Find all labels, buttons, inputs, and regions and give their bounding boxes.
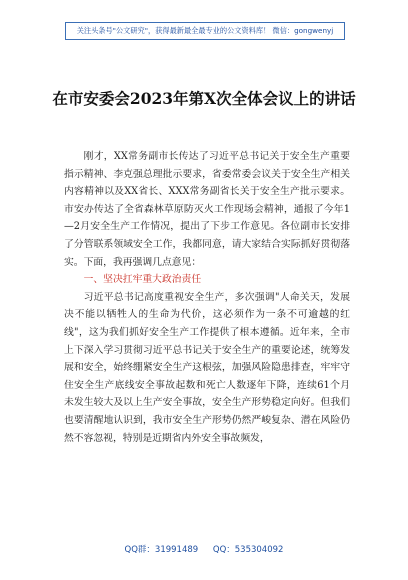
document-title: 在市安委会2023年第X次全体会议上的讲话 <box>52 89 356 108</box>
intro-paragraph: 刚才，XX常务副市长传达了习近平总书记关于安全生产重要指示精神、李克强总理批示要求，省委常委会议关于安全生产相关内容精神以及XX省长、XXX常务副省长关于安全生产批示要求。市安办传达了全省森林草原防灭火工作现场会精神，通报了今年1—2月安全生产工作情况，提出了下步工作意见。各位副市长安排了分管联系领域安全工作，我都同意，请大家结合实际抓好贯彻落实。下面，我再强调几点意见： <box>64 151 350 268</box>
footer-qq: QQ：535304092 <box>212 545 284 555</box>
document-body <box>64 148 350 447</box>
section-heading: 一、坚决扛牢重大政治责任 <box>83 274 202 286</box>
footer <box>0 543 408 555</box>
footer-qq-group: QQ群：31991489 <box>124 545 199 555</box>
header-banner <box>65 22 345 40</box>
section-paragraph: 习近平总书记高度重视安全生产，多次强调"人命关天，发展决不能以牺牲人的生命为代价，这必须作为一条不可逾越的红线"，这为我们抓好安全生产工作提供了根本遵循。近年来，全市上下深入学习贯彻习近平总书记关于安全生产的重要论述，统筹发展和安全，始终绷紧安全生产这根弦，加强风险隐患排查，牢牢守住安全生产底线安全事故起数和死亡人数逐年下降，连续61个月未发生较大及以上生产安全事故，安全生产形势稳定向好。但我们也要清醒地认识到，我市安全生产形势仍然严峻复杂、潜在风险仍然不容忽视，特别是近期省内外安全事故频发， <box>64 291 350 444</box>
header-banner-text: 关注头条号"公文研究"，获得最新最全最专业的公文资料库！ 微信：gongwenyj <box>76 26 334 35</box>
